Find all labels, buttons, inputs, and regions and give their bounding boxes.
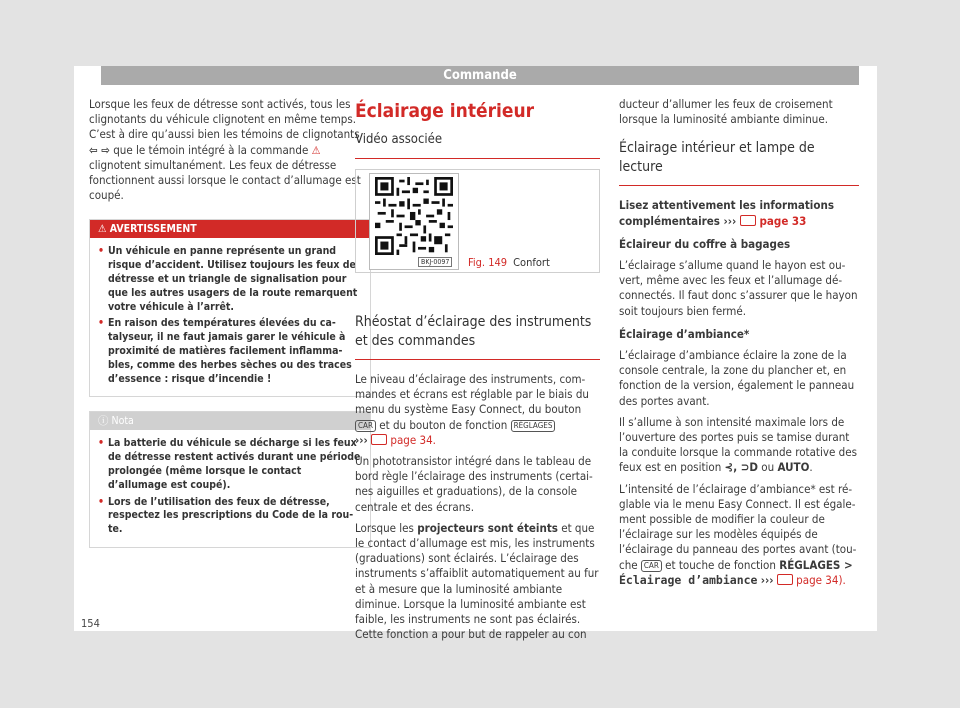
ambient-light-text-1: L’éclairage d’ambiance éclaire la zone de la console centrale, la zone du plancher et, en fonction de la version, également le panneau des portes avant. (619, 348, 855, 408)
warning-title: AVERTISSEMENT (109, 223, 197, 236)
dimmer-paragraph-1 (355, 372, 600, 448)
settings-key: RÉGLAGES (511, 420, 556, 432)
amb2-text-a: Il s’allume à son intensité maximale lors de l’ouverture des portes puis se tamise durant la conduite lorsque la commande rotative des feux est en position (619, 414, 857, 475)
headlight-icon: ⊰, ⊃D (724, 460, 759, 475)
ambient-light-text-3 (619, 482, 859, 588)
page-number: 154 (81, 617, 100, 630)
book-icon (777, 574, 793, 585)
qr-code[interactable] (369, 173, 459, 270)
page-header: Commande (101, 66, 859, 85)
page-link[interactable]: page 34). (792, 572, 846, 587)
note-header (90, 412, 370, 430)
page-link[interactable]: page 34. (387, 432, 436, 447)
reference-arrows: ››› (723, 213, 737, 228)
p3-bold: projecteurs sont éteints (417, 520, 558, 535)
hazard-triangle-icon: ⚠ (311, 143, 321, 157)
continued-paragraph: ducteur d’allumer les feux de croisement lorsque la luminosité ambiante diminue. (619, 97, 833, 127)
figure-149 (355, 169, 600, 273)
dimmer-paragraph-3 (355, 521, 600, 643)
warning-item-text: En raison des températures élevées du catalyseur, il ne faut jamais garer le véhicule à proximité de matières facilement inflammables, comme des herbes sèches ou des traces d’essence : risque d’incendie ! (108, 317, 352, 385)
p1-text-b: et du bouton de fonction (375, 417, 511, 432)
ambient-light-text-2 (619, 415, 859, 476)
section-title-reading-lamp: Éclairage intérieur et lampe de lecture (619, 139, 859, 186)
section-title-dimmer: Rhéostat d’éclairage des instruments et des commandes (355, 313, 600, 360)
warning-item-text: Un véhicule en panne représente un grand risque d’accident. Utilisez toujours les feux de détresse et un triangle de signalisation pour que les autres usagers de la route remarquent votre véhicule à l’arrêt. (108, 245, 358, 313)
intro-paragraph (89, 97, 371, 203)
warning-box (89, 219, 371, 397)
warning-item (98, 245, 362, 314)
note-item-text: La batterie du véhicule se décharge si les feux de détresse restent activés durant une période prolongée (même lorsque le contact d’allumage est coupé). (108, 437, 361, 491)
lead-paragraph (619, 198, 859, 228)
dimmer-paragraph-2: Un phototransistor intégré dans le tableau de bord règle l’éclairage des instruments (certaines aiguilles et graduations), de la console centrale et des écrans. (355, 454, 593, 514)
p1-text-a: Le niveau d’éclairage des instruments, commandes et écrans est réglable par le biais du menu du système Easy Connect, du bouton (355, 372, 589, 417)
note-box (89, 411, 371, 548)
figure-code: BKJ-0097 (418, 257, 452, 267)
auto-icon: AUTO (777, 460, 810, 475)
intro-text-a: Lorsque les feux de détresse sont activés, tous les clignotants du véhicule clignotent en même temps. C’est à dire qu’aussi bien les témoins de clignotants (89, 97, 360, 142)
ambient-light-title: Éclairage d’ambiance* (619, 326, 750, 341)
book-icon (371, 434, 387, 445)
lead-text: Lisez attentivement les informations complémentaires (619, 198, 834, 228)
bullet-icon: • (98, 245, 105, 258)
column-right (619, 97, 859, 594)
car-key-icon: CAR (355, 420, 376, 432)
bullet-icon: • (98, 495, 105, 508)
section-title-interior-lighting: Éclairage intérieur (355, 100, 535, 122)
page-link[interactable]: page 33 (755, 213, 807, 228)
figure-caption-text: Confort (513, 256, 550, 269)
note-item-text: Lors de l’utilisation des feux de détresse, respectez les prescriptions du Code de la route. (108, 495, 354, 536)
intro-text-b: que le témoin intégré à la commande (109, 142, 312, 157)
intro-text-c: clignotent simultanément. Les feux de détresse fonctionnent aussi lorsque le contact d’allumage est coupé. (89, 157, 361, 203)
car-key-icon: CAR (641, 560, 662, 572)
qr-code-graphic (375, 177, 453, 255)
warning-icon: ⚠ (98, 223, 110, 236)
p3-text-a: Lorsque les (355, 520, 418, 535)
reference-arrows: ››› (760, 572, 774, 587)
settings-menu-path: RÉGLAGES > (779, 557, 853, 572)
note-item (98, 437, 362, 492)
amb2-text-b: ou (758, 460, 778, 475)
p3-text-b: et que le contact d’allumage est mis, les instruments (graduations) sont éclairés. L’éclairage des instruments s’affaiblit automatiquement au fur et à mesure que la luminosité ambiante diminue. Lorsque la luminosité ambiante est faible, les instruments ne sont pas éclairés. Cette fonction a pour but de rappeler au con (355, 520, 599, 642)
note-title: Nota (111, 415, 134, 428)
book-icon (740, 215, 756, 226)
bullet-icon: • (98, 317, 105, 330)
warning-item (98, 317, 362, 386)
figure-label: Fig. 149 (468, 256, 508, 269)
note-item (98, 496, 362, 537)
amb2-text-c: . (809, 460, 813, 475)
trunk-light-text: L’éclairage s’allume quand le hayon est ouvert, même avec les feux et l’allumage déconnectés. Il faut donc s’assurer que le hayon soit toujours bien fermé. (619, 258, 858, 318)
amb3-text-a: L’intensité de l’éclairage d’ambiance* est réglable via le menu Easy Connect. Il est également possible de modifier la couleur de l’éclairage sur les modèles équipés de l’éclairage du panneau des portes avant (touche (619, 481, 857, 572)
column-left (89, 97, 371, 548)
trunk-light-title: Éclaireur du coffre à bagages (619, 236, 791, 251)
bullet-icon: • (98, 437, 105, 450)
reference-arrows: ››› (355, 432, 368, 447)
turn-signal-icon: ⇦ ⇨ (89, 142, 110, 157)
amb3-text-b: et touche de fonction (661, 557, 780, 572)
column-middle (355, 100, 600, 648)
figure-caption (468, 256, 550, 269)
ambient-menu-item: Éclairage d’ambiance (619, 572, 758, 587)
info-icon: ⓘ (98, 415, 112, 428)
warning-header (90, 220, 370, 238)
video-subtitle: Vidéo associée (355, 132, 600, 159)
